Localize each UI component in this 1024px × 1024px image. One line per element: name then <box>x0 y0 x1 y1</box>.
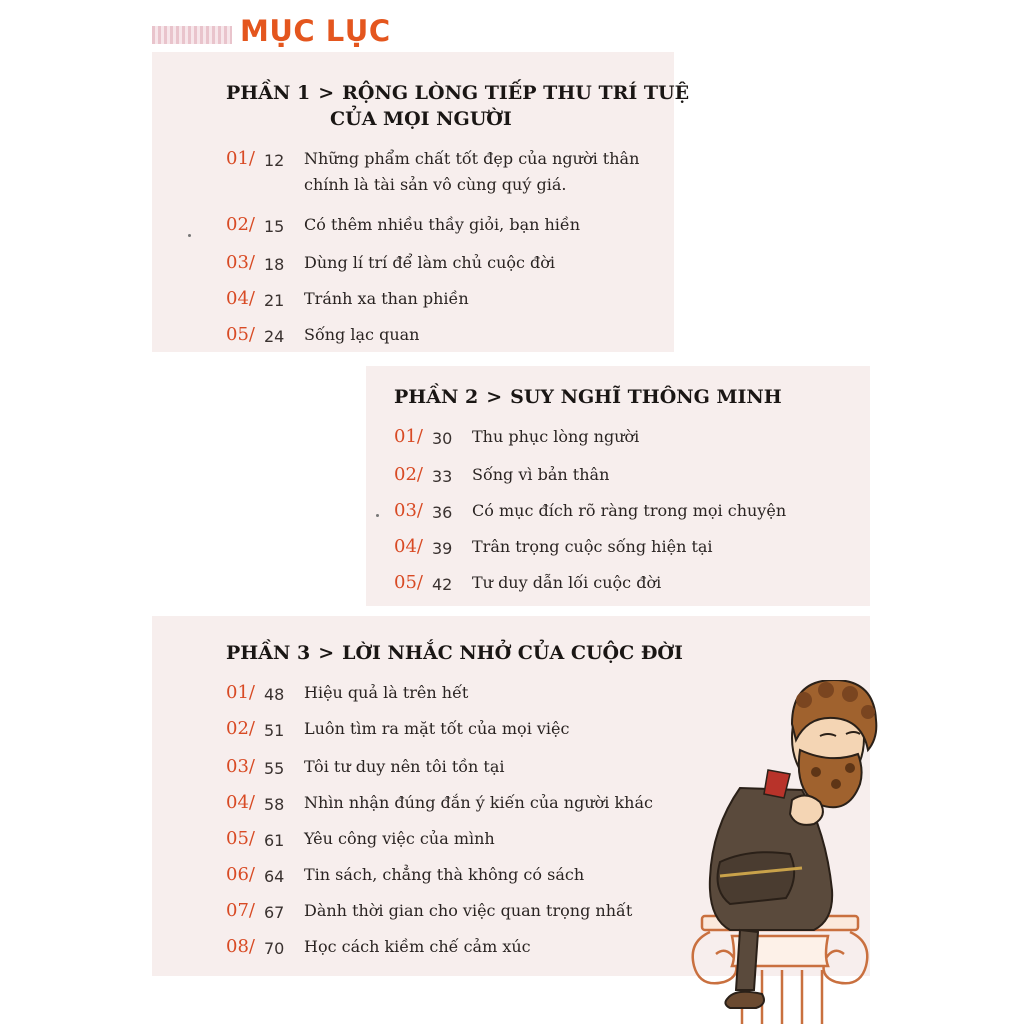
toc-entry[interactable] <box>226 934 531 962</box>
entry-title: Sống vì bản thân <box>472 465 610 484</box>
entry-number: 02/ <box>226 214 255 235</box>
entry-number: 04/ <box>226 288 255 309</box>
entry-title <box>304 146 639 198</box>
entry-title: Nhìn nhận đúng đắn ý kiến của người khác <box>304 793 653 812</box>
toc-entry[interactable] <box>226 716 569 744</box>
section-1-title-line2: CỦA MỌI NGƯỜI <box>330 108 512 130</box>
entry-number: 02/ <box>394 464 423 485</box>
section-1-part: PHẦN 1 <box>226 82 311 104</box>
entry-page: 24 <box>264 327 285 346</box>
heading-decoration <box>152 26 232 44</box>
toc-entry[interactable] <box>394 534 713 562</box>
entry-title: Yêu công việc của mình <box>304 829 495 848</box>
section-3-title <box>226 640 683 666</box>
stray-dot <box>188 234 191 237</box>
entry-number: 01/ <box>394 426 423 447</box>
entry-number: 05/ <box>226 828 255 849</box>
entry-page: 30 <box>432 429 453 448</box>
toc-entry[interactable] <box>226 862 584 890</box>
section-2-title <box>394 384 782 410</box>
entry-title: Thu phục lòng người <box>472 427 640 446</box>
section-1-title <box>226 80 689 132</box>
entry-title: Dùng lí trí để làm chủ cuộc đời <box>304 253 556 272</box>
entry-title-line1: Những phẩm chất tốt đẹp của người thân <box>304 149 640 168</box>
entry-number: 02/ <box>226 718 255 739</box>
entry-title: Tránh xa than phiền <box>304 289 469 308</box>
toc-entry[interactable] <box>226 826 495 854</box>
entry-page: 51 <box>264 721 285 740</box>
entry-title: Hiệu quả là trên hết <box>304 683 469 702</box>
section-3-part: PHẦN 3 <box>226 642 311 664</box>
entry-page: 21 <box>264 291 285 310</box>
thinker-on-column-icon <box>680 680 880 1024</box>
entry-title: Sống lạc quan <box>304 325 420 344</box>
entry-page: 55 <box>264 759 285 778</box>
toc-entry[interactable] <box>226 754 505 782</box>
toc-entry[interactable] <box>394 498 786 526</box>
entry-title: Trân trọng cuộc sống hiện tại <box>472 537 713 556</box>
toc-entry[interactable] <box>226 212 580 240</box>
section-3-title-line1: LỜI NHẮC NHỞ CỦA CUỘC ĐỜI <box>342 642 683 664</box>
entry-title: Dành thời gian cho việc quan trọng nhất <box>304 901 633 920</box>
toc-entry[interactable] <box>226 680 468 708</box>
entry-number: 03/ <box>226 252 255 273</box>
entry-title: Luôn tìm ra mặt tốt của mọi việc <box>304 719 570 738</box>
entry-number: 06/ <box>226 864 255 885</box>
entry-page: 33 <box>432 467 453 486</box>
section-3-arrow: > <box>318 642 335 664</box>
entry-page: 48 <box>264 685 285 704</box>
entry-number: 07/ <box>226 900 255 921</box>
entry-page: 61 <box>264 831 285 850</box>
toc-entry[interactable] <box>226 286 469 314</box>
entry-page: 70 <box>264 939 285 958</box>
entry-title: Có mục đích rõ ràng trong mọi chuyện <box>472 501 787 520</box>
entry-number: 01/ <box>226 682 255 703</box>
toc-entry[interactable] <box>394 570 661 598</box>
section-1-arrow: > <box>318 82 335 104</box>
entry-title: Tôi tư duy nên tôi tồn tại <box>304 757 505 776</box>
toc-heading: MỤC LỤC <box>240 14 391 48</box>
toc-entry[interactable] <box>226 898 632 926</box>
entry-page: 39 <box>432 539 453 558</box>
toc-entry[interactable] <box>394 462 609 490</box>
entry-page: 12 <box>264 151 285 170</box>
entry-number: 04/ <box>394 536 423 557</box>
entry-number: 01/ <box>226 148 255 169</box>
entry-title-line2: chính là tài sản vô cùng quý giá. <box>304 175 567 194</box>
toc-entry[interactable] <box>394 424 639 452</box>
entry-title: Tư duy dẫn lối cuộc đời <box>472 573 662 592</box>
entry-title: Học cách kiềm chế cảm xúc <box>304 937 531 956</box>
entry-number: 03/ <box>394 500 423 521</box>
entry-number: 05/ <box>226 324 255 345</box>
entry-page: 58 <box>264 795 285 814</box>
entry-number: 03/ <box>226 756 255 777</box>
entry-title: Có thêm nhiều thầy giỏi, bạn hiền <box>304 215 581 234</box>
entry-title: Tin sách, chẳng thà không có sách <box>304 865 585 884</box>
entry-number: 08/ <box>226 936 255 957</box>
entry-page: 67 <box>264 903 285 922</box>
stray-dot <box>376 514 379 517</box>
entry-page: 36 <box>432 503 453 522</box>
section-2-title-line1: SUY NGHĨ THÔNG MINH <box>510 386 782 408</box>
entry-number: 05/ <box>394 572 423 593</box>
section-1-title-line1: RỘNG LÒNG TIẾP THU TRÍ TUỆ <box>342 82 690 104</box>
section-2-part: PHẦN 2 <box>394 386 479 408</box>
entry-page: 15 <box>264 217 285 236</box>
entry-page: 18 <box>264 255 285 274</box>
entry-page: 64 <box>264 867 285 886</box>
toc-entry[interactable] <box>226 322 419 350</box>
entry-number: 04/ <box>226 792 255 813</box>
toc-entry[interactable] <box>226 146 639 198</box>
section-2-arrow: > <box>486 386 503 408</box>
toc-entry[interactable] <box>226 250 555 278</box>
entry-page: 42 <box>432 575 453 594</box>
toc-entry[interactable] <box>226 790 653 818</box>
